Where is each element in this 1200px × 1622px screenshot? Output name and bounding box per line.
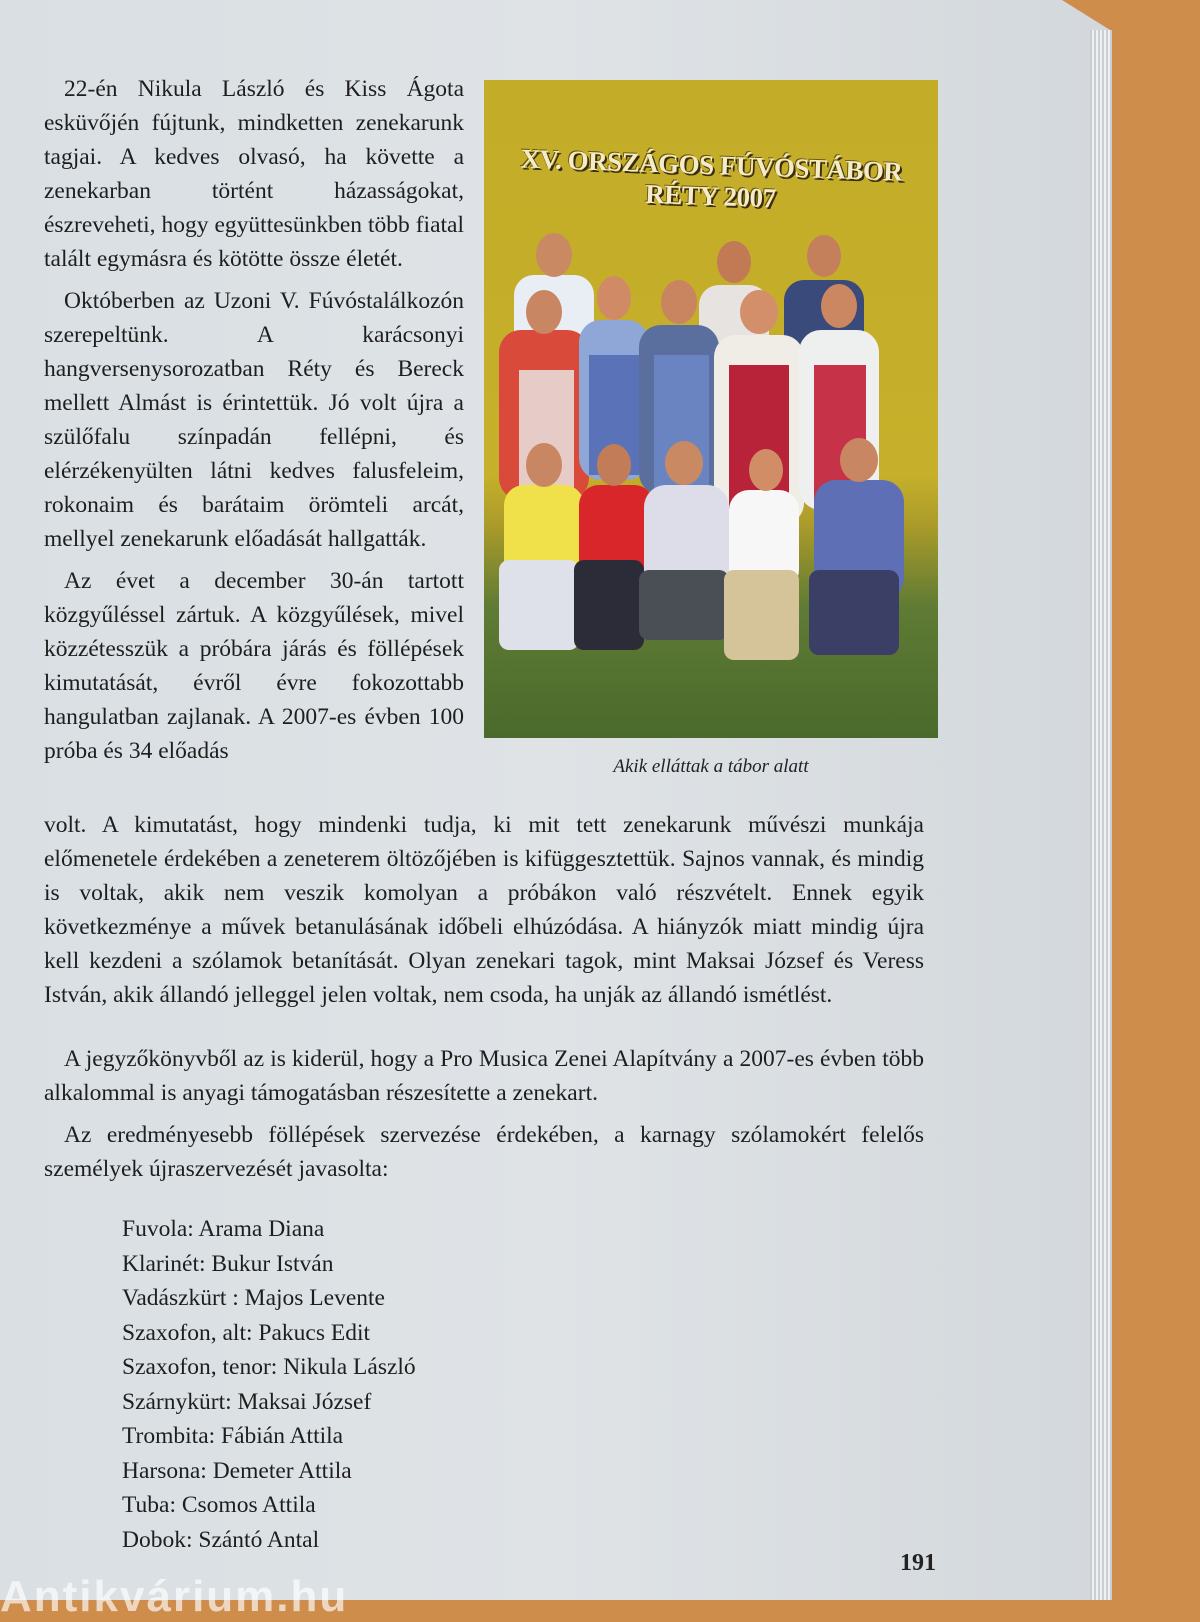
list-item: Szaxofon, alt: Pakucs Edit — [122, 1319, 371, 1346]
paragraph-assembly: Az évet a december 30-án tartott közgyűléssel zártuk. A közgyűlések, mivel közzétesszük a próbára járás és föllépések kimutatását, évről évre fokozottabb hangulatban zajlanak. A 2007-es évben 100 próba és 34 előadás — [44, 568, 464, 764]
group-photo — [484, 80, 938, 738]
photo-caption: Akik elláttak a tábor alatt — [613, 756, 809, 777]
list-item: Tuba: Csomos Attila — [122, 1492, 316, 1518]
paragraph-foundation: A jegyzőkönyvből az is kiderül, hogy a Pro Musica Zenei Alapítvány a 2007-es évben több alkalommal is anyagi támogatásban részesítette a zenekart. — [44, 1046, 924, 1106]
list-item: Szaxofon, tenor: Nikula László — [122, 1354, 416, 1380]
list-item: Szárnykürt: Maksai József — [122, 1388, 372, 1415]
list-item: Dobok: Szántó Antal — [122, 1526, 320, 1553]
page-number: 191 — [900, 1550, 936, 1576]
paragraph-reorganization: Az eredményesebb föllépések szervezése érdekében, a karnagy szólamokért felelős személyek újraszervezését javasolta: — [44, 1122, 924, 1182]
list-item: Trombita: Fábián Attila — [122, 1423, 344, 1449]
group-figures — [484, 80, 938, 738]
page-edges — [1090, 30, 1112, 1600]
list-item: Klarinét: Bukur István — [122, 1250, 334, 1277]
watermark: Antikvárium.hu — [0, 1572, 349, 1621]
list-item: Fuvola: Arama Diana — [122, 1216, 325, 1242]
section-leaders-list — [122, 1212, 416, 1557]
photo-banner-text: XV. ORSZÁGOS FÚVÓSTÁBOR RÉTY 2007 — [520, 143, 903, 214]
paragraph-wedding: 22-én Nikula László és Kiss Ágota esküvőjén fújtunk, mindketten zenekarunk tagjai. A kedves olvasó, ha követte a zenekarban történt házasságokat, észreveheti, hogy együttesünkben több fiatal talált egymásra és kötötte össze életét. — [44, 76, 464, 272]
list-item: Harsona: Demeter Attila — [122, 1457, 352, 1484]
paragraph-continued: volt. A kimutatást, hogy mindenki tudja, ki mit tett zenekarunk művészi munkája előmenetele érdekében a zeneterem öltözőjében is kifüggesztettük. Sajnos vannak, és mindig is voltak, akik nem veszik komolyan a próbákon való részvételt. Ennek egyik következménye a művek betanulásának időbeli elhúzódása. A hiányzók miatt mindig újra kell kezdeni a szólamok betanítását. Olyan zenekari tagok, mint Maksai József és Veress István, akik állandó jelleggel jelen voltak, nem csoda, ha unják az állandó ismétlést. — [44, 812, 924, 1008]
left-column-text — [44, 72, 464, 776]
paragraph-october: Októberben az Uzoni V. Fúvóstalálkozón szerepeltünk. A karácsonyi hangversenysorozatban Réty és Bereck mellett Almást is érintettük. Jó volt újra a szülőfalu színpadán fellépni, és elérzékenyülten látni kedves falusfeleim, rokonaim és barátaim örömteli arcát, mellyel zenekarunk előadását hallgatták. — [44, 288, 464, 552]
list-item: Vadászkürt : Majos Levente — [122, 1285, 385, 1311]
